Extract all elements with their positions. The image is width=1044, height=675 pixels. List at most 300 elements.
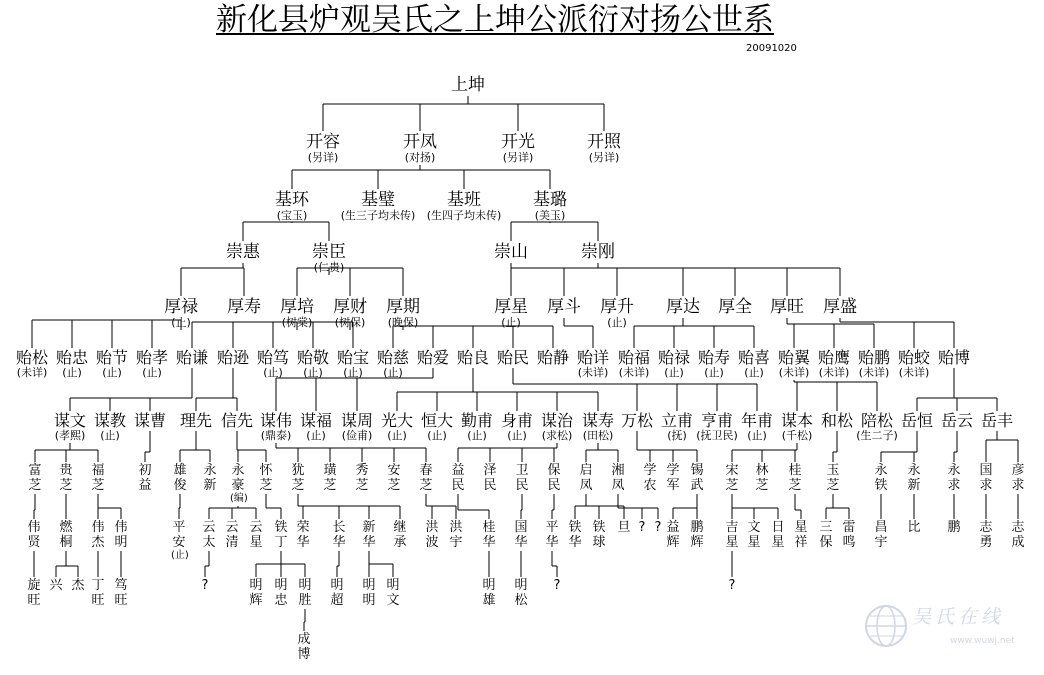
person-node [566,132,642,164]
person-name: 永求 [947,463,961,493]
person-node [329,578,345,608]
person-note: (编) [230,493,248,504]
person-name: 年甫 [740,411,773,430]
person-name: 永铁 [874,463,888,493]
person-name: 崇山 [494,242,528,262]
person-name: 谋文 [53,411,86,430]
person-node [197,578,213,593]
person-note: (未详) [898,366,930,379]
person-node [424,520,440,550]
person-name: 基璐 [533,190,567,210]
person-name: ? [654,520,662,535]
person-name: 比 [907,520,921,535]
person-node [254,190,330,222]
person-name: 谋福 [299,411,332,430]
person-name: 犹芝 [291,463,305,493]
person-node [296,632,312,662]
person-node [137,463,153,493]
person-node [642,463,658,493]
person-name: 厚达 [666,297,700,317]
person-name: 厚期 [386,297,420,317]
person-name: 平安 [172,520,186,550]
person-note: (止) [664,366,684,379]
person-name: 贻谦 [175,348,208,367]
person-name: 吉星 [725,520,739,550]
person-node [295,520,311,550]
person-name: 成博 [297,632,311,662]
person-name: 厚培 [280,297,314,317]
person-node [224,520,240,550]
person-note: (孝熙) [54,429,86,442]
person-name: 贻鹰 [817,348,850,367]
person-node [285,132,361,164]
person-name: 永新 [907,463,921,493]
person-node [665,520,681,550]
person-name: 厚星 [494,297,528,317]
person-note: (抚卫民) [696,429,738,442]
person-node [290,463,306,493]
person-node [26,520,42,550]
person-name: 铁球 [592,520,606,550]
person-name: ? [201,578,209,593]
person-name: 璜芝 [323,463,337,493]
person-name: 铁华 [568,520,582,550]
person-name: 谋治 [540,411,573,430]
person-name: 信先 [220,411,253,430]
person-node [978,520,994,550]
person-node [665,463,681,493]
person-name: 谋曹 [133,411,166,430]
person-name: 雷鸣 [842,520,856,550]
person-name: 洪波 [425,520,439,550]
person-name: 新华 [362,520,376,550]
person-note: (止) [343,366,363,379]
person-note: (另详) [588,151,620,164]
person-name: 学军 [666,463,680,493]
person-name: 厚斗 [547,297,581,317]
person-node [634,520,650,535]
person-note: (抚) [667,429,687,442]
person-name: 怀芝 [259,463,273,493]
person-note: (止) [263,366,283,379]
person-name: 春芝 [419,463,433,493]
person-node [90,463,106,493]
person-name: 卫民 [515,463,529,493]
person-note: (鼎泰) [260,429,292,442]
person-name: 明雄 [482,578,496,608]
person-name: 贻良 [456,348,489,367]
person-name: 彦求 [1011,463,1025,493]
person-name: 明明 [362,578,376,608]
person-name: 岳恒 [900,411,933,430]
person-name: 明文 [386,578,400,608]
person-name: 崇刚 [581,242,615,262]
person-name: ? [728,578,736,593]
person-name: 湘凤 [611,463,625,493]
person-node [770,520,786,550]
person-name: 勤甫 [460,411,493,430]
person-name: 贻寿 [697,348,730,367]
person-note: (生四子均未传) [426,209,502,222]
person-name: 继承 [393,520,407,550]
person-name: 泽民 [483,463,497,493]
person-node [724,578,740,593]
person-name: 谋周 [340,411,373,430]
person-name: 鹏辉 [690,520,704,550]
person-name: 贻爱 [416,348,449,367]
person-name: 厚盛 [823,297,857,317]
person-name: 开凤 [403,132,437,152]
watermark-text: 吴氏在线 [912,606,1005,628]
person-node [361,520,377,550]
person-note: (生三子均未传) [340,209,416,222]
person-name: 雄俊 [173,463,187,493]
person-name: 贻逊 [216,348,249,367]
person-name: 旦 [617,520,631,535]
person-node [202,463,218,493]
person-node [113,520,129,550]
person-node [549,578,565,593]
person-note: (止) [100,429,120,442]
person-name: 云清 [225,520,239,550]
person-note: (未详) [618,366,650,379]
person-node [906,520,922,535]
person-name: 光大 [380,411,413,430]
person-node [689,463,705,493]
person-node [473,242,549,262]
person-name: 贻静 [536,348,569,367]
person-name: 崇惠 [226,242,260,262]
person-name: 厚旺 [770,297,804,317]
person-node [90,520,106,550]
person-node [906,463,922,493]
person-node [724,463,740,493]
person-name: 崇臣 [312,242,346,262]
person-node [513,578,529,608]
person-name: 贻笃 [256,348,289,367]
person-node [248,520,264,550]
watermark-url: www.wuwj.net [950,636,1015,646]
person-name: 伟明 [114,520,128,550]
person-name: 贻蛟 [897,348,930,367]
person-node [113,578,129,608]
person-name: 秀芝 [355,463,369,493]
person-name: 贻节 [95,348,128,367]
person-note: (俭甫) [341,429,373,442]
person-note: (晚保) [387,316,419,329]
person-node [70,578,86,593]
person-node [787,463,803,493]
person-name: 宋芝 [725,463,739,493]
person-node [481,578,497,608]
person-node [578,463,594,493]
person-note: (仁贵) [313,261,345,274]
person-name: 洪宇 [449,520,463,550]
person-node [172,463,188,493]
person-node [610,463,626,493]
person-node [946,520,962,535]
person-node [873,520,889,550]
person-node [480,132,556,164]
date-code: 20091020 [746,43,797,54]
person-name: 燃桐 [59,520,73,550]
person-name: 贻宝 [336,348,369,367]
person-name: 贻博 [937,348,970,367]
person-name: 富芝 [28,463,42,493]
person-node [546,463,562,493]
person-node [946,463,962,493]
person-node [418,463,434,493]
person-note: (未详) [818,366,850,379]
person-name: 基环 [275,190,309,210]
person-name: 贵芝 [59,463,73,493]
chart-title: 新化县炉观吴氏之上坤公派衍对扬公世系 [216,2,774,38]
person-name: 益辉 [666,520,680,550]
person-name: 基璧 [361,190,395,210]
person-name: 星祥 [794,520,808,550]
person-node [482,463,498,493]
person-note: (止) [747,429,767,442]
person-name: 明松 [514,578,528,608]
person-name: 贻忠 [55,348,88,367]
person-name: 永豪 [231,463,245,493]
person-name: 日星 [771,520,785,550]
person-name: 厚财 [333,297,367,317]
person-name: 开照 [587,132,621,152]
person-note: (止) [607,316,627,329]
person-node [978,463,994,493]
person-node [818,520,834,550]
person-node [448,520,464,550]
person-name: 桂芝 [788,463,802,493]
person-name: 旋旺 [27,578,41,608]
person-node [90,578,106,608]
person-node [392,520,408,550]
person-node [724,520,740,550]
person-note: (止) [303,366,323,379]
person-node [354,463,370,493]
person-node [48,578,64,593]
person-note: (生二子) [856,429,898,442]
person-node [481,520,497,550]
person-node [58,520,74,550]
person-node [58,463,74,493]
person-name: 亨甫 [700,411,733,430]
person-node [273,520,289,550]
person-name: 明胜 [298,578,312,608]
person-note: (未详) [858,366,890,379]
person-name: 玉芝 [826,463,840,493]
person-node [916,349,992,367]
person-name: 贻孝 [135,348,168,367]
person-name: 岳云 [940,411,973,430]
person-name: 贻详 [576,348,609,367]
person-name: 林芝 [755,463,769,493]
person-node [26,578,42,608]
person-name: 杰 [71,578,85,593]
person-note: (止) [427,429,447,442]
person-note: (求松) [541,429,573,442]
person-note: (止) [704,366,724,379]
person-note: (止) [102,366,122,379]
person-node [382,132,458,164]
person-node [591,520,607,550]
person-name: 贻禄 [657,348,690,367]
person-name: 长华 [332,520,346,550]
person-name: 保民 [547,463,561,493]
person-name: 启凤 [579,463,593,493]
person-note: (另详) [502,151,534,164]
person-name: 贻鹏 [857,348,890,367]
person-node [825,463,841,493]
person-node [793,520,809,550]
person-name: 理先 [179,411,212,430]
person-name: 铁丁 [274,520,288,550]
person-name: 贻翼 [777,348,810,367]
person-node [1010,463,1026,493]
person-node [802,297,878,317]
person-name: 平华 [545,520,559,550]
person-node [746,520,762,550]
person-note: (未详) [778,366,810,379]
person-name: 云星 [249,520,263,550]
person-note: (止) [467,429,487,442]
person-name: 三保 [819,520,833,550]
person-node [560,242,636,262]
person-note: (止) [62,366,82,379]
person-note: (对扬) [404,151,436,164]
person-note: (止) [306,429,326,442]
person-node [450,463,466,493]
person-name: 恒大 [420,411,453,430]
person-note: (止) [501,316,521,329]
person-node [291,242,367,274]
person-name: 谋教 [93,411,126,430]
person-name: 荣华 [296,520,310,550]
person-node [273,578,289,608]
person-name: 云太 [202,520,216,550]
person-node [230,463,246,505]
person-node [512,190,588,222]
person-note: (另详) [307,151,339,164]
person-node [385,578,401,608]
person-name: 昌宇 [874,520,888,550]
person-name: 万松 [620,411,653,430]
person-name: 志成 [1011,520,1025,550]
person-node [201,520,217,550]
person-note: (止) [383,366,403,379]
person-name: ? [638,520,646,535]
person-note: (止) [387,429,407,442]
person-name: 文星 [747,520,761,550]
person-name: 鹏 [947,520,961,535]
watermark [862,598,1032,656]
person-name: 国华 [514,520,528,550]
person-name: 贻福 [617,348,650,367]
person-name: 贻松 [15,348,48,367]
person-note: (止) [171,550,189,561]
person-node [322,463,338,493]
person-node [430,75,506,95]
person-name: 志勇 [979,520,993,550]
person-node [27,463,43,493]
person-node [650,520,666,535]
person-name: 贻喜 [737,348,770,367]
person-name: 锡武 [690,463,704,493]
person-name: 福芝 [91,463,105,493]
person-name: 厚全 [718,297,752,317]
person-name: 明忠 [274,578,288,608]
person-node [171,520,187,562]
person-note: (止) [744,366,764,379]
person-name: 开容 [306,132,340,152]
person-note: (宝玉) [276,209,308,222]
person-name: 贻慈 [376,348,409,367]
person-name: 谋本 [780,411,813,430]
person-name: 贻敬 [296,348,329,367]
person-name: 谋寿 [581,411,614,430]
person-name: 笃旺 [114,578,128,608]
person-node [1010,520,1026,550]
person-node [426,190,502,222]
person-name: 基班 [447,190,481,210]
person-name: 永新 [203,463,217,493]
person-name: 伟杰 [91,520,105,550]
person-name: 明辉 [249,578,263,608]
person-node [567,520,583,550]
person-name: 上坤 [451,75,485,95]
person-name: 立甫 [660,411,693,430]
person-node [689,520,705,550]
person-node [361,578,377,608]
person-node [340,190,416,222]
person-name: 安芝 [387,463,401,493]
person-name: 益民 [451,463,465,493]
person-node [514,463,530,493]
person-name: 厚寿 [227,297,261,317]
person-name: 厚升 [600,297,634,317]
person-note: (止) [507,429,527,442]
person-node [297,578,313,608]
person-note: (止) [171,316,191,329]
person-note: (止) [142,366,162,379]
person-name: 贻民 [496,348,529,367]
person-node [959,412,1035,430]
person-name: 厚禄 [164,297,198,317]
person-name: 丁旺 [91,578,105,608]
person-node [754,463,770,493]
person-name: ? [553,578,561,593]
person-node [616,520,632,535]
person-name: 学农 [643,463,657,493]
person-name: 初益 [138,463,152,493]
person-node [365,297,441,329]
person-name: 谋伟 [259,411,292,430]
person-note: (树保) [334,316,366,329]
person-name: 伟贤 [27,520,41,550]
person-node [873,463,889,493]
person-node [544,520,560,550]
person-name: 和松 [820,411,853,430]
person-name: 兴 [49,578,63,593]
person-note: (树棠) [281,316,313,329]
person-node [205,242,281,262]
person-name: 身甫 [500,411,533,430]
person-node [841,520,857,550]
person-name: 岳丰 [980,411,1013,430]
person-node [331,520,347,550]
person-note: (千松) [781,429,813,442]
